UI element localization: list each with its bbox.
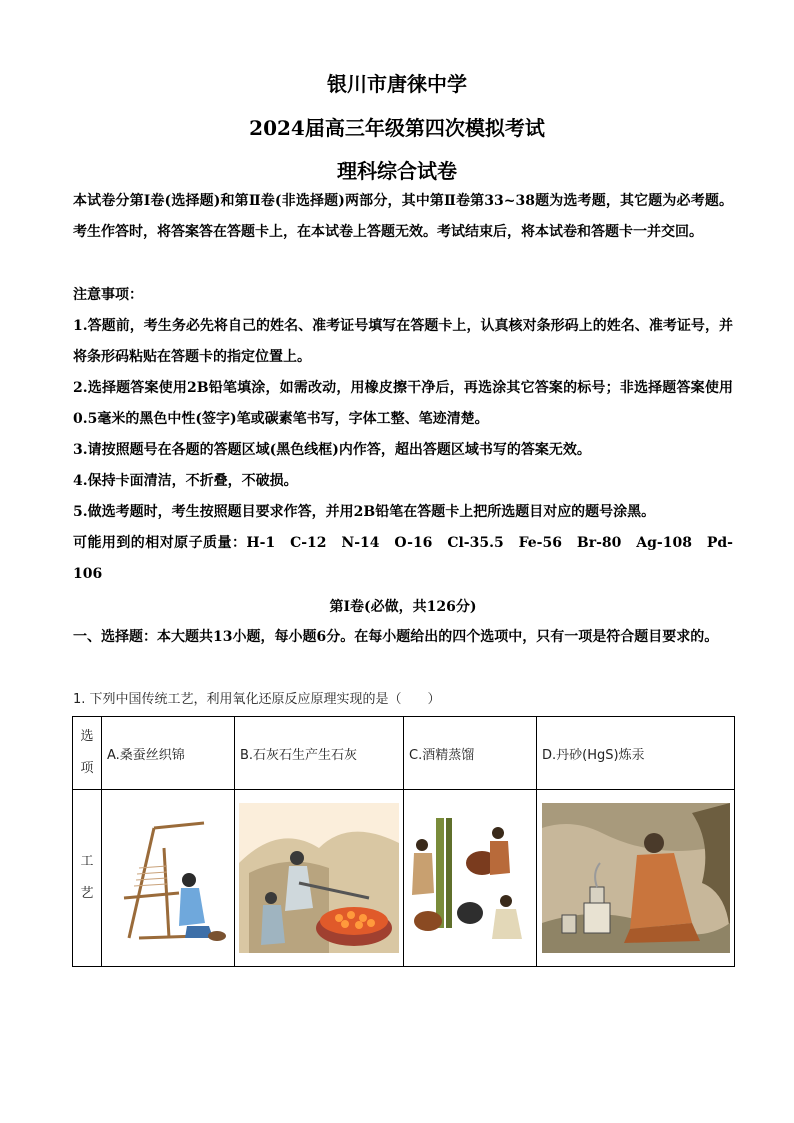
- image-cell-d: [537, 790, 735, 967]
- cinnabar-mercury-painting: [542, 803, 730, 953]
- distillation-illustration: [410, 813, 530, 943]
- notice-block: [73, 280, 733, 590]
- image-cell-b: [235, 790, 404, 967]
- subject-title: 理科综合试卷: [337, 159, 457, 183]
- notice-title: 注意事项：: [73, 287, 143, 303]
- notice-item: 1.答题前，考生务必先将自己的姓名、准考证号填写在答题卡上，认真核对条形码上的姓名、准考证号，并将条形码粘贴在答题卡的指定位置上。: [73, 318, 733, 365]
- part-one-instructions: [73, 622, 733, 653]
- section-title: 第Ⅰ卷(必做，共126分): [329, 599, 477, 615]
- craft-row: [73, 790, 735, 967]
- row-head-label: 选项: [80, 729, 94, 776]
- option-d: D.丹砂(HgS)炼汞: [537, 717, 735, 790]
- image-cell-a: [102, 790, 235, 967]
- lime-kiln-illustration: [239, 803, 399, 953]
- intro-paragraph: 本试卷分第Ⅰ卷(选择题)和第Ⅱ卷(非选择题)两部分，其中第Ⅱ卷第33~38题为选考题，其它题为必考题。考生作答时，将答案答在答题卡上，在本试卷上答题无效。考试结束后，将本试卷和答题卡一并交回。: [73, 193, 733, 240]
- notice-item: 5.做选考题时，考生按照题目要求作答，并用2B铅笔在答题卡上把所选题目对应的题号涂黑。: [73, 504, 656, 520]
- option-b: B.石灰石生产生石灰: [235, 717, 404, 790]
- loom-weaving-illustration: [109, 808, 227, 948]
- atomic-masses: 可能用到的相对原子质量：H-1 C-12 N-14 O-16 Cl-35.5 Fe-56 Br-80 Ag-108 Pd-106: [73, 535, 733, 582]
- notice-item: 4.保持卡面清洁，不折叠，不破损。: [73, 473, 298, 489]
- notice-item: 3.请按照题号在各题的答题区域(黑色线框)内作答，超出答题区域书写的答案无效。: [73, 442, 591, 458]
- school-name: 银川市唐徕中学: [327, 72, 467, 96]
- question-1-stem: 1. 下列中国传统工艺，利用氧化还原反应原理实现的是（ ）: [73, 692, 441, 707]
- row-head-label: 工艺: [80, 854, 94, 901]
- image-cell-c: [404, 790, 537, 967]
- notice-item: 2.选择题答案使用2B铅笔填涂，如需改动，用橡皮擦干净后，再选涂其它答案的标号；非选择题答案使用0.5毫米的黑色中性(签字)笔或碳素笔书写，字体工整、笔迹清楚。: [73, 380, 733, 427]
- options-row-head: [73, 717, 102, 790]
- option-c: C.酒精蒸馏: [404, 717, 537, 790]
- intro-block: [73, 186, 733, 248]
- exam-title: 2024届高三年级第四次模拟考试: [249, 116, 545, 140]
- part-one-text: 一、选择题：本大题共13小题，每小题6分。在每小题给出的四个选项中，只有一项是符合题目要求的。: [73, 629, 719, 645]
- option-a: A.桑蚕丝织锦: [102, 717, 235, 790]
- options-row: [73, 717, 735, 790]
- craft-row-head: [73, 790, 102, 967]
- question-1-table: [72, 716, 735, 967]
